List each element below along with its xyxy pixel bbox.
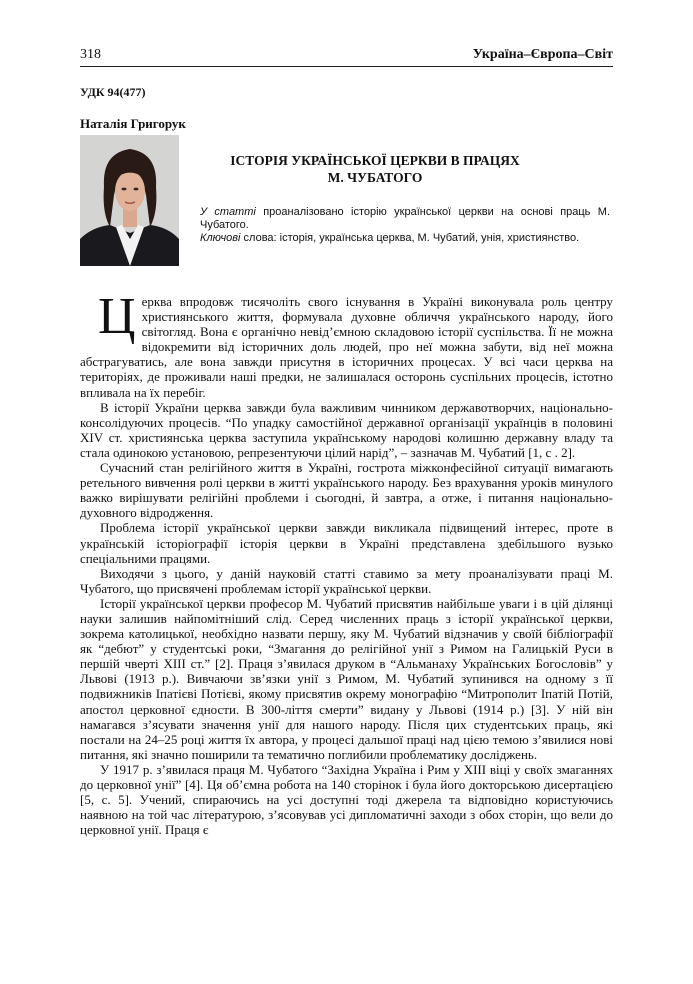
paragraph-5: Виходячи з цього, у даній науковій статті ставимо за мету проаналізувати праці М. Чубатого, що присвячені проблемам історії української церкви. bbox=[80, 565, 613, 596]
abstract bbox=[200, 206, 610, 245]
paragraph-6: Історії української церкви професор М. Чубатий присвятив найбільше уваги і в цій ділянці науки залишив найпомітніший слід. Серед численних праць з історії української церкви, зокрема католицької, необхідно назвати першу, яку М. Чубатий відзначив у своїй бібліографії як “дебют” у студентські роки, “Змагання до релігійної унії з Римом на Галицькій Руси в першій чверті XIII ст.” [2]. Праця з’явилася друком в “Альманаху Українських Богословів” у Львові (1913 р.). Вивчаючи зв’язки унії з Римом, М. Чубатий зупинився на одному з її подвижників Іпатієві Потієві, якому присвятив окрему монографію “Митрополит Іпатій Потій, апостол церковної єдности. В 300-ліття смерти” видану у Львові (1914 р.) [3]. У ній він намагався з’ясувати значення унії для нашого народу. Після цих студентських праць, які постали на 24–25 році життя їх автора, у процесі дальшої праці над цією темою з’явилися нові питання, які значно поширили та тематично поглибили проблематику досліджень. bbox=[80, 595, 613, 762]
abstract-keywords bbox=[200, 232, 610, 245]
journal-title: Україна–Європа–Світ bbox=[472, 47, 613, 62]
abstract-lead: У статті bbox=[200, 206, 256, 218]
paragraph-4: Проблема історії української церкви завжди викликала підвищений інтерес, проте в українській історіографії історія церкви в Україні представлена здебільшого вузько спеціальними працями. bbox=[80, 520, 613, 566]
abstract-summary bbox=[200, 206, 610, 232]
title-line-1: ІСТОРІЯ УКРАЇНСЬКОЇ ЦЕРКВИ В ПРАЦЯХ bbox=[230, 153, 520, 168]
author-photo bbox=[80, 135, 179, 266]
paragraph-2: В історії України церква завжди була важливим чинником державотворчих, національно-консолідуючих процесів. “По упадку самостійної державної організації українців в половині XIV ст. християнська церква заступила українському народові колишню державну владу та стала одинокою установою, репрезентуючи цілий нарід”, – зазначав М. Чубатий [1, с . 2]. bbox=[80, 399, 613, 460]
paragraph-1-text: ерква впродовж тисячоліть свого існування в Україні виконувала роль центру християнського життя, формувала духовне обличчя українського народу, його світогляд. Вона є органічно невід’ємною складовою історії суспільства. Її не можна відокремити від історичних доль людей, про неї можна забути, від неї можна абстрагуватись, але вона завжди присутня в історичних процесах. У всі часи церква на територіях, де проживали наші предки, не залишалася осторонь суспільних процесів, істотно впливала на їх перебіг. bbox=[80, 294, 613, 400]
drop-cap: Ц bbox=[98, 288, 136, 345]
author-name: Наталія Григорук bbox=[80, 116, 186, 131]
paragraph-7: У 1917 р. з’явилася праця М. Чубатого “Західна Україна і Рим у XIII віці у своїх змаганнях до церковної унії” [4]. Ця об’ємна робота на 140 сторінок і була його докторською дисертацією [5, с. 5]. Учений, спираючись на усі доступні тоді джерела та відповідно користуючись наявною на той час літературою, з’ясовував усі дипломатичні заходи з обох сторін, що вели до церковної унії. Праця є bbox=[80, 761, 613, 838]
keywords-text: слова: історія, українська церква, М. Чубатий, унія, християнство. bbox=[243, 232, 580, 244]
article-body bbox=[80, 288, 613, 838]
title-line-2: М. ЧУБАТОГО bbox=[327, 170, 423, 185]
keywords-lead: Ключові bbox=[200, 232, 241, 244]
udk-code: УДК 94(477) bbox=[80, 85, 146, 99]
author-portrait-image bbox=[80, 135, 179, 266]
abstract-text: проаналізовано історію української церкви на основі праць М. Чубатого. bbox=[200, 206, 611, 231]
paragraph-3: Сучасний стан релігійного життя в Україні, гострота міжконфесійної ситуації вимагають ретельного вивчення ролі церкви в житті українського народу. Без врахування уроків минулого важко вирішувати релігійні проблеми і сьогодні, й завтра, а отже, і питання національно-духовного відродження. bbox=[80, 460, 613, 521]
running-header bbox=[80, 47, 613, 65]
page-number: 318 bbox=[80, 47, 101, 62]
header-rule bbox=[80, 66, 613, 67]
article-title bbox=[210, 152, 540, 186]
paragraph-1 bbox=[80, 288, 613, 400]
